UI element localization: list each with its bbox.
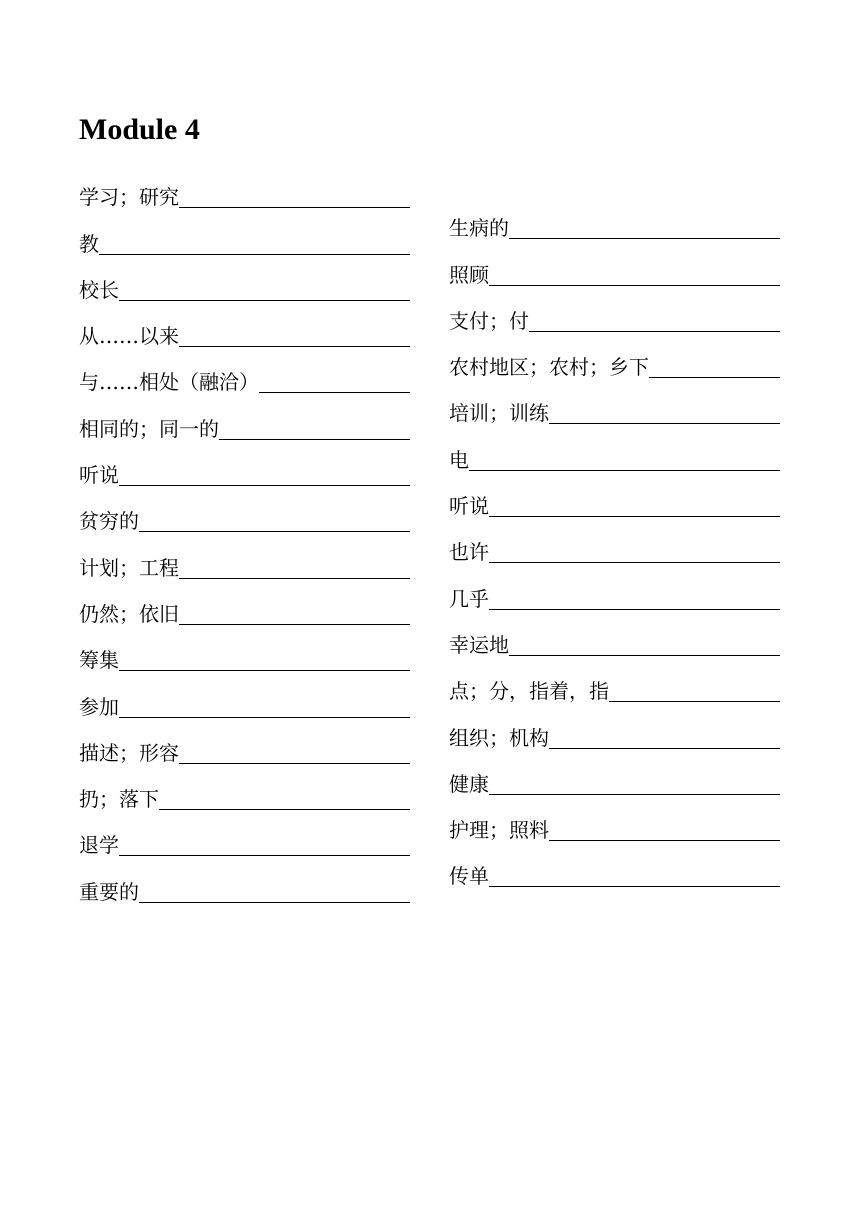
vocab-label: 从……以来	[79, 324, 179, 349]
vocab-label: 生病的	[449, 216, 509, 241]
answer-blank[interactable]	[119, 274, 410, 301]
answer-blank[interactable]	[139, 505, 410, 532]
answer-blank[interactable]	[119, 459, 410, 486]
vocab-row	[79, 444, 410, 490]
answer-blank[interactable]	[179, 737, 410, 764]
vocab-row	[449, 706, 780, 752]
vocab-row	[449, 475, 780, 521]
answer-blank[interactable]	[119, 829, 410, 856]
answer-blank[interactable]	[489, 490, 780, 517]
answer-blank[interactable]	[489, 259, 780, 286]
vocab-label: 与……相处（融洽）	[79, 370, 259, 395]
answer-blank[interactable]	[529, 305, 780, 332]
vocab-row	[79, 166, 410, 212]
vocab-row	[79, 768, 410, 814]
answer-blank[interactable]	[179, 181, 410, 208]
vocab-label: 也许	[449, 540, 489, 565]
vocab-row	[79, 860, 410, 906]
answer-blank[interactable]	[99, 228, 410, 255]
vocab-row	[79, 814, 410, 860]
vocab-label: 幸运地	[449, 632, 509, 657]
answer-blank[interactable]	[219, 413, 410, 440]
answer-blank[interactable]	[139, 876, 410, 903]
answer-blank[interactable]	[179, 552, 410, 579]
answer-blank[interactable]	[119, 644, 410, 671]
vocab-row	[449, 567, 780, 613]
vocab-row	[79, 259, 410, 305]
vocab-label: 重要的	[79, 879, 139, 904]
answer-blank[interactable]	[489, 768, 780, 795]
vocab-row	[449, 197, 780, 243]
vocab-label: 培训；训练	[449, 401, 549, 426]
page-title: Module 4	[79, 113, 200, 146]
answer-blank[interactable]	[489, 860, 780, 887]
vocab-row	[79, 722, 410, 768]
vocab-label: 组织；机构	[449, 725, 549, 750]
vocab-row	[79, 212, 410, 258]
vocab-label: 参加	[79, 694, 119, 719]
vocab-row	[449, 290, 780, 336]
answer-blank[interactable]	[119, 691, 410, 718]
vocab-label: 相同的；同一的	[79, 416, 219, 441]
vocab-row	[79, 305, 410, 351]
answer-blank[interactable]	[179, 320, 410, 347]
vocab-label: 健康	[449, 771, 489, 796]
vocab-row	[449, 243, 780, 289]
vocab-row	[449, 614, 780, 660]
vocab-label: 退学	[79, 833, 119, 858]
answer-blank[interactable]	[259, 366, 410, 393]
vocab-label: 扔；落下	[79, 787, 159, 812]
vocab-row	[79, 629, 410, 675]
vocab-label: 仍然；依旧	[79, 601, 179, 626]
vocab-label: 学习；研究	[79, 185, 179, 210]
left-column	[79, 166, 410, 907]
vocab-row	[449, 753, 780, 799]
vocab-label: 传单	[449, 864, 489, 889]
vocab-label: 贫穷的	[79, 509, 139, 534]
vocab-label: 教	[79, 231, 99, 256]
vocab-label: 护理；照料	[449, 818, 549, 843]
answer-blank[interactable]	[549, 814, 780, 841]
answer-blank[interactable]	[469, 444, 780, 471]
answer-blank[interactable]	[609, 675, 780, 702]
vocab-label: 点；分，指着，指	[449, 679, 609, 704]
answer-blank[interactable]	[159, 783, 410, 810]
answer-blank[interactable]	[549, 722, 780, 749]
vocab-row	[449, 799, 780, 845]
answer-blank[interactable]	[649, 351, 780, 378]
vocab-label: 听说	[79, 463, 119, 488]
answer-blank[interactable]	[179, 598, 410, 625]
vocab-row	[79, 351, 410, 397]
answer-blank[interactable]	[489, 583, 780, 610]
answer-blank[interactable]	[549, 397, 780, 424]
answer-blank[interactable]	[489, 536, 780, 563]
vocab-row	[449, 845, 780, 891]
vocab-label: 听说	[449, 494, 489, 519]
vocab-label: 筹集	[79, 648, 119, 673]
vocab-row	[449, 660, 780, 706]
vocab-row	[449, 521, 780, 567]
vocab-row	[79, 583, 410, 629]
vocab-row	[79, 675, 410, 721]
vocab-row	[79, 490, 410, 536]
vocab-row	[449, 382, 780, 428]
vocab-label: 支付；付	[449, 308, 529, 333]
answer-blank[interactable]	[509, 629, 780, 656]
answer-blank[interactable]	[509, 212, 780, 239]
vocab-label: 照顾	[449, 262, 489, 287]
vocab-row	[449, 428, 780, 474]
vocab-label: 电	[449, 447, 469, 472]
vocab-row	[79, 536, 410, 582]
vocab-label: 校长	[79, 277, 119, 302]
vocab-row	[79, 397, 410, 443]
vocab-row	[449, 336, 780, 382]
vocab-label: 描述；形容	[79, 740, 179, 765]
vocab-label: 几乎	[449, 586, 489, 611]
vocab-label: 计划；工程	[79, 555, 179, 580]
right-column	[449, 197, 780, 891]
vocab-label: 农村地区；农村；乡下	[449, 355, 649, 380]
